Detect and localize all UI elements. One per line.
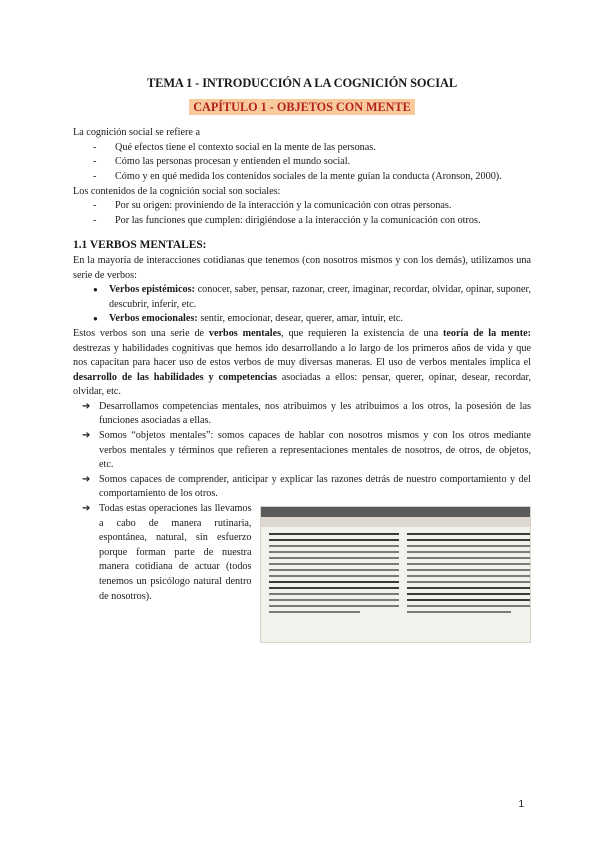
contents-list-item: - Por las funciones que cumplen: dirigiéndose a la interacción y la comunicación con otros.: [93, 214, 531, 229]
figure-column-right: [407, 533, 531, 617]
arrow-item-text: Somos “objetos mentales”: somos capaces de hablar con nosotros mismos y con los otros mediante verbos mentales y términos que refieren a representaciones mentales de nosotros, de otros, de objetos, etc.: [99, 430, 531, 471]
verb-type-item: [93, 283, 531, 312]
document-content: [73, 76, 531, 643]
paragraph-bold: desarrollo de las habilidades y competencias: [73, 371, 277, 383]
contents-list-item: - Por su origen: proviniendo de la interacción y la comunicación con otras personas.: [93, 199, 531, 214]
section-intro: En la mayoría de interacciones cotidianas que tenemos (con nosotros mismos y con los demás), utilizamos una serie de verbos:: [73, 254, 531, 281]
intro-list-item: - Qué efectos tiene el contexto social en la mente de las personas.: [93, 141, 531, 156]
chapter-heading-wrap: [73, 99, 531, 117]
paragraph-text: destrezas y habilidades cognitivas que hemos ido desarrollando a lo largo de los primeros años de vida y que nos capacitan para hacer uso de estos verbos de muy diversas maneras. El uso de verbos mentales implica el: [73, 342, 531, 369]
intro-list: [73, 141, 531, 185]
arrow-item-text: Desarrollamos competencias mentales, nos atribuimos y les atribuimos a los otros, la posesión de las funciones asociadas a ellas.: [99, 400, 531, 427]
figure-header-band: [261, 517, 530, 527]
section-heading: 1.1 VERBOS MENTALES:: [73, 239, 207, 252]
arrow-icon: ➔: [82, 400, 91, 412]
intro-text: La cognición social se refiere a: [73, 127, 200, 139]
verb-type-label: Verbos epistémicos:: [109, 284, 195, 296]
arrow-item-text: Todas estas operaciones las llevamos a cabo de manera rutinaria, espontánea, natural, sin esfuerzo porque forman parte de nuestra manera cotidiana de actuar (todos tenemos un psicólogo natural dentro de nosotros).: [99, 503, 252, 602]
paragraph-text: , que requieren la existencia de una: [281, 327, 443, 339]
arrow-icon: ➔: [82, 503, 91, 515]
arrow-list-item: [82, 473, 531, 502]
verb-types-list: [73, 283, 531, 327]
figure-column-left: [269, 533, 399, 617]
arrow-item-text: Somos capaces de comprender, anticipar y explicar las razones detrás de nuestro comportamiento y del comportamiento de los otros.: [99, 473, 531, 500]
mental-verbs-paragraph: [73, 327, 531, 400]
arrow-icon: ➔: [82, 430, 91, 442]
verb-type-text: sentir, emocionar, desear, querer, amar, intuir, etc.: [197, 313, 403, 325]
page-number: 1: [518, 799, 524, 810]
verb-type-item: [93, 312, 531, 327]
arrow-list-item: [82, 502, 251, 604]
intro-list-item: - Cómo las personas procesan y entienden el mundo social.: [93, 155, 531, 170]
arrow-list: [73, 400, 531, 502]
verb-type-label: Verbos emocionales:: [109, 313, 198, 325]
contents-intro: Los contenidos de la cognición social son sociales:: [73, 185, 281, 197]
paragraph-text: Estos verbos son una serie de: [73, 327, 209, 339]
final-row: [73, 502, 531, 643]
paragraph-text: asociadas a ellos: pensar, querer, opinar, desear, recordar, olvidar, etc.: [73, 371, 531, 398]
page-title: TEMA 1 - INTRODUCCIÓN A LA COGNICIÓN SOCIAL: [147, 76, 457, 90]
arrow-list-item: [82, 429, 531, 473]
verb-type-text: conocer, saber, pensar, razonar, creer, imaginar, recordar, olvidar, opinar, suponer, descubrir, inferir, etc.: [109, 284, 532, 310]
contents-list: [73, 199, 531, 228]
intro-list-item: - Cómo y en qué medida los contenidos sociales de la mente guían la conducta (Aronson, 2000).: [93, 170, 531, 185]
paragraph-bold: teoría de la mente:: [442, 327, 532, 339]
scanned-table-image: [260, 506, 531, 643]
arrow-list-last: [73, 502, 251, 643]
arrow-icon: ➔: [82, 473, 91, 485]
figure-title-bar: [261, 507, 530, 517]
arrow-list-item: [82, 400, 531, 429]
paragraph-bold: verbos mentales: [208, 327, 282, 339]
chapter-heading: CAPÍTULO 1 - OBJETOS CON MENTE: [189, 99, 415, 116]
